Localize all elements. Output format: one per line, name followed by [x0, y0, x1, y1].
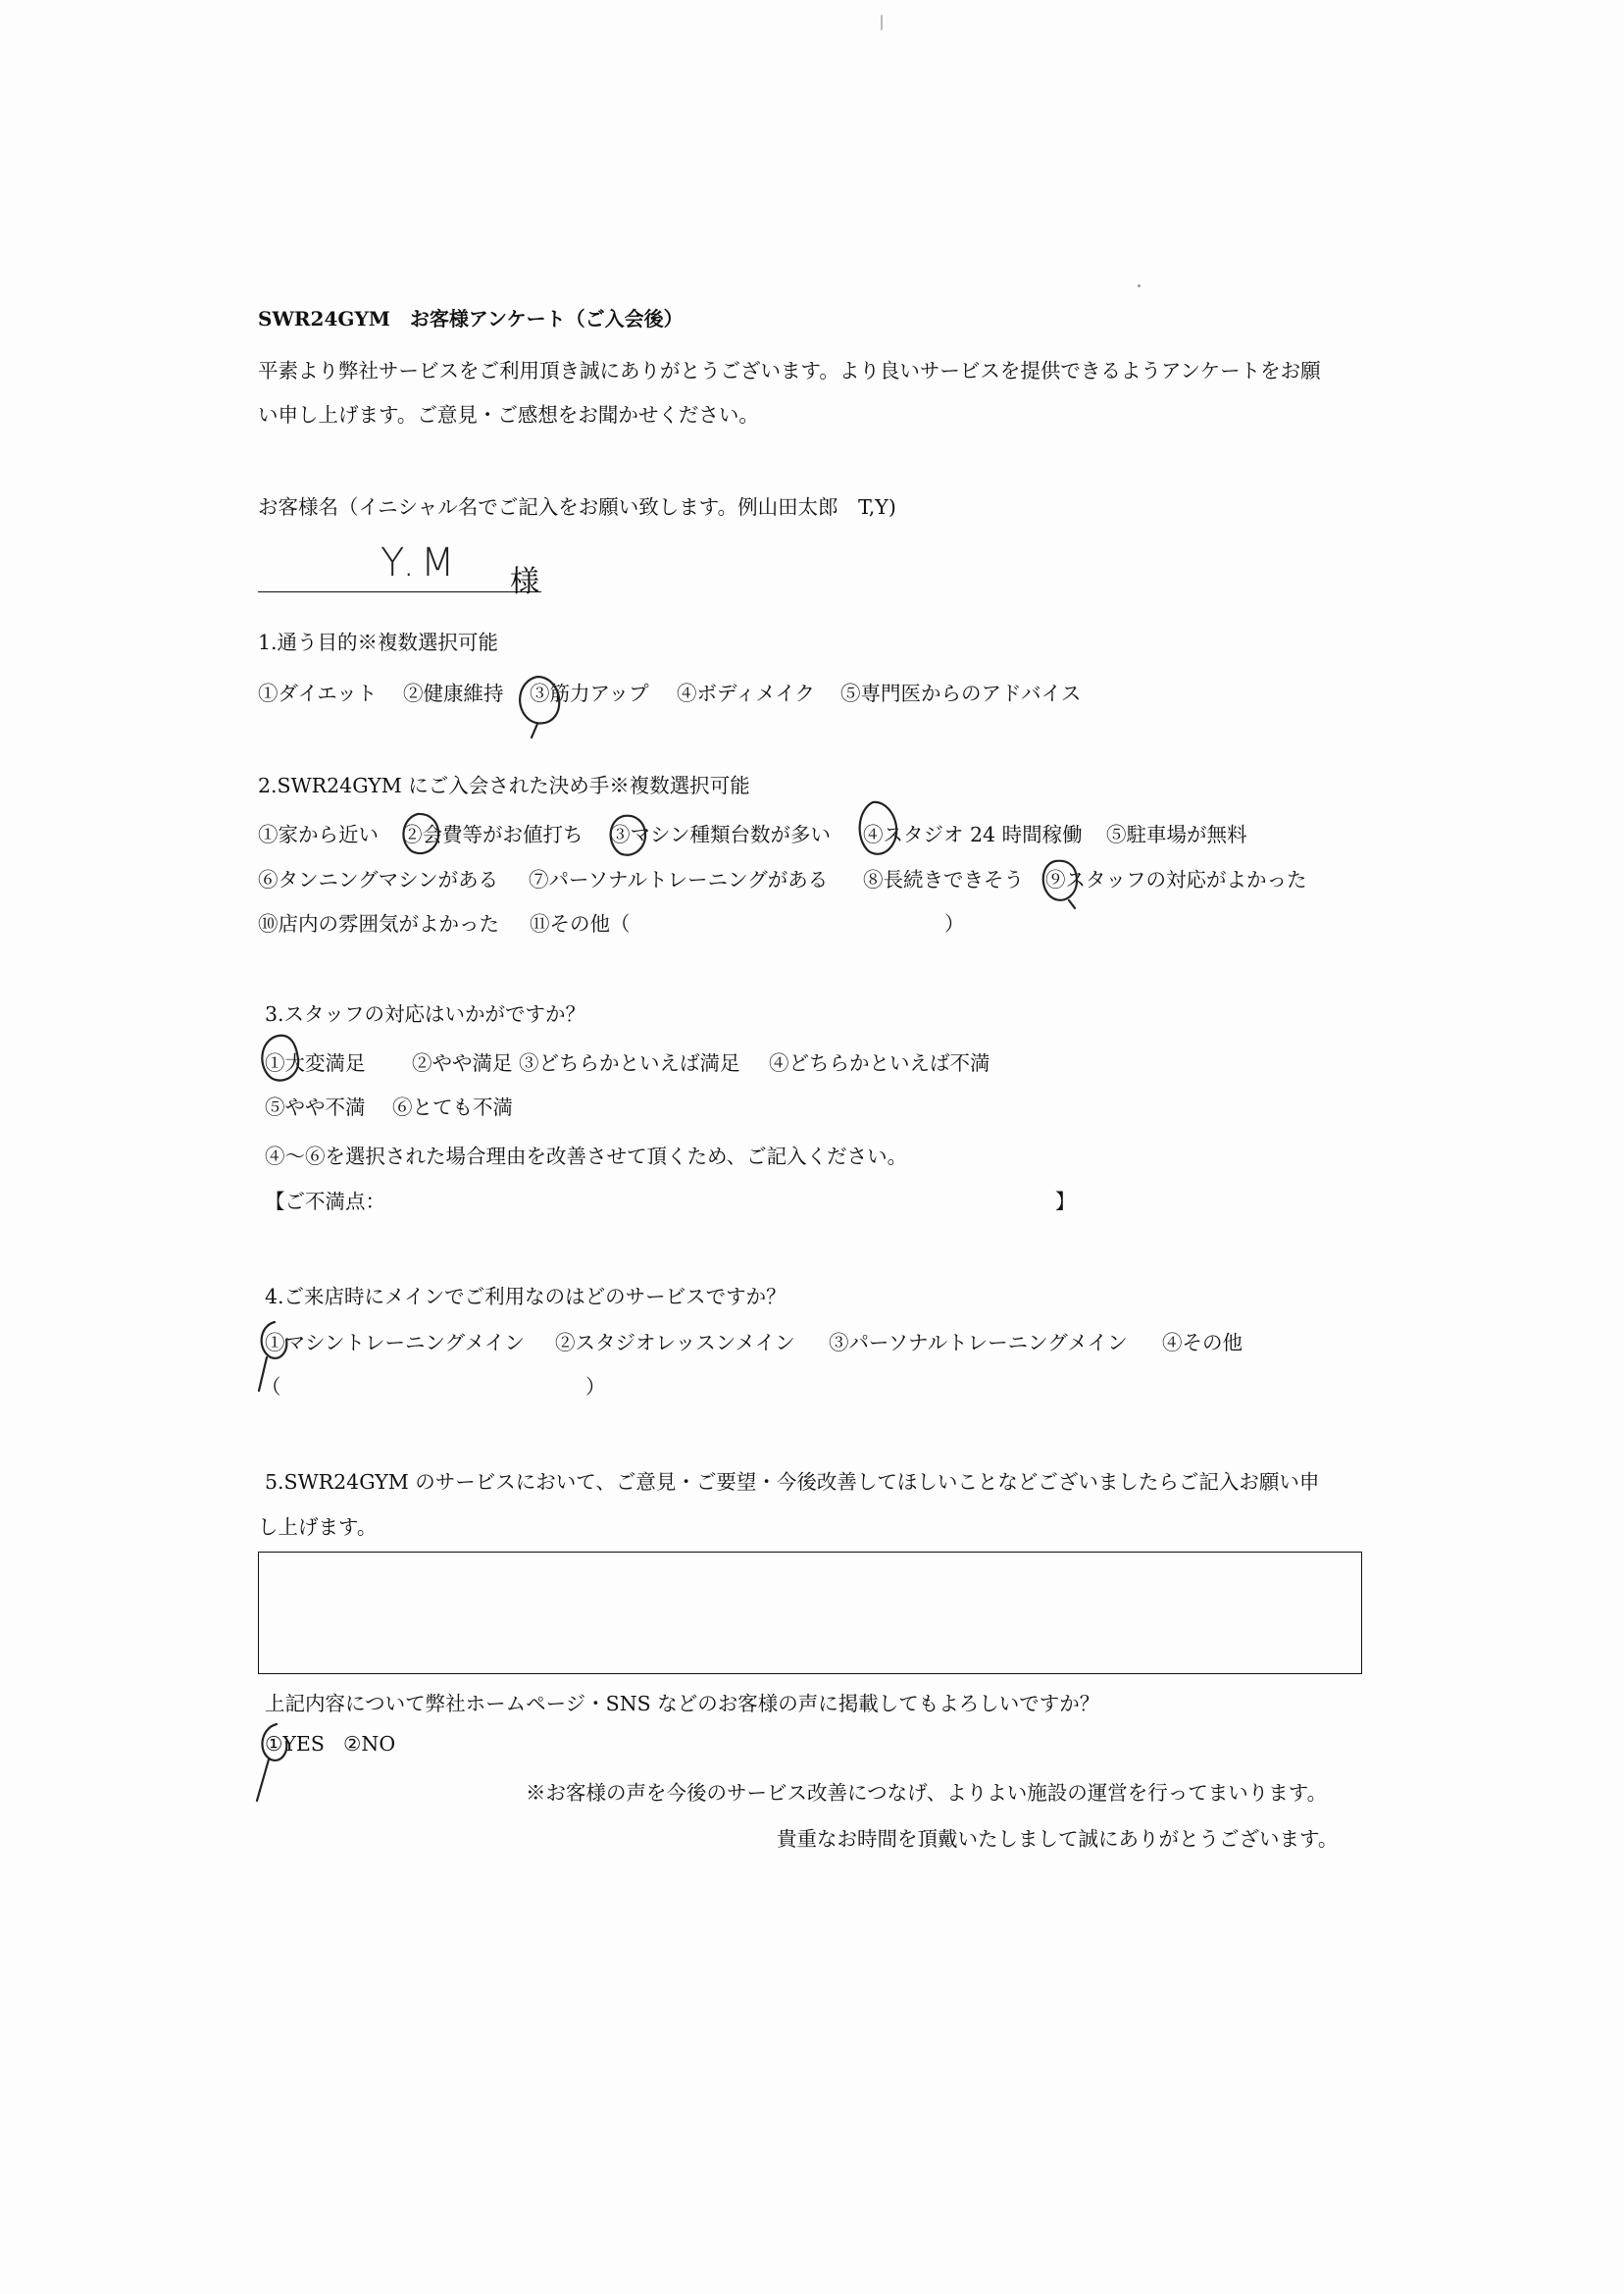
q3-option-4[interactable]: ④どちらかといえば不満 — [769, 1051, 990, 1075]
q2-title: 2.SWR24GYM にご入会された決め手※複数選択可能 — [258, 774, 750, 797]
q4-option-4[interactable]: ④その他 — [1162, 1331, 1243, 1354]
q3-option-2[interactable]: ②やや満足 — [412, 1051, 513, 1075]
q5-title-1: 5.SWR24GYM のサービスにおいて、ご意見・ご要望・今後改善してほしいことなどございましたらご記入お願い申 — [265, 1470, 1320, 1494]
q2-option-3[interactable]: ③マシン種類台数が多い — [610, 823, 831, 846]
q2-option-11-close: ） — [944, 912, 965, 936]
q2-option-8[interactable]: ⑧長続きできそう — [863, 868, 1024, 892]
intro-line-2: い申し上げます。ご意見・ご感想をお聞かせください。 — [258, 403, 759, 427]
q3-option-3[interactable]: ③どちらかといえば満足 — [519, 1051, 740, 1075]
q4-option-3[interactable]: ③パーソナルトレーニングメイン — [829, 1331, 1128, 1354]
customer-name-label: お客様名（イニシャル名でご記入をお願い致します。例山田太郎 T,Y) — [258, 495, 896, 519]
q5-title-2: し上げます。 — [258, 1515, 378, 1539]
q1-option-1[interactable]: ①ダイエット — [258, 682, 378, 705]
q3-complaint-label: 【ご不満点： — [265, 1190, 385, 1213]
intro-line-1: 平素より弊社サービスをご利用頂き誠にありがとうございます。より良いサービスを提供できるようアンケートをお願 — [258, 359, 1321, 382]
q3-note: ④～⑥を選択された場合理由を改善させて頂くため、ご記入ください。 — [265, 1145, 908, 1168]
q2-option-2[interactable]: ②会費等がお値打ち — [402, 823, 584, 846]
q2-option-9[interactable]: ⑨スタッフの対応がよかった — [1045, 868, 1307, 892]
q2-option-1[interactable]: ①家から近い — [258, 823, 379, 846]
q1-option-2[interactable]: ②健康維持 — [403, 682, 504, 705]
publish-option-yes[interactable]: ①YES — [265, 1732, 325, 1756]
q2-option-4[interactable]: ④スタジオ 24 時間稼働 — [863, 823, 1083, 846]
q1-option-4[interactable]: ④ボディメイク — [677, 682, 816, 705]
footer-note-1: ※お客様の声を今後のサービス改善につなげ、よりよい施設の運営を行ってまいります。 — [526, 1781, 1328, 1805]
q2-option-5[interactable]: ⑤駐車場が無料 — [1106, 823, 1247, 846]
q3-option-6[interactable]: ⑥とても不満 — [392, 1096, 513, 1119]
q2-option-10[interactable]: ⑩店内の雰囲気がよかった — [258, 912, 499, 936]
customer-honorific: 様 — [510, 565, 539, 599]
q4-option-2[interactable]: ②スタジオレッスンメイン — [555, 1331, 795, 1354]
q3-title: 3.スタッフの対応はいかがですか？ — [265, 1002, 586, 1026]
customer-name-handwritten[interactable]: Y.M — [381, 540, 461, 586]
publish-question: 上記内容について弊社ホームページ・SNS などのお客様の声に掲載してもよろしいですか？ — [265, 1692, 1100, 1715]
q1-option-5[interactable]: ⑤専門医からのアドバイス — [840, 682, 1082, 705]
scan-speck — [1138, 284, 1141, 287]
q4-other-open: （ — [261, 1375, 281, 1399]
q3-option-5[interactable]: ⑤やや不満 — [265, 1096, 366, 1119]
customer-name-underline — [258, 591, 541, 592]
q2-option-11[interactable]: ⑪その他（ — [530, 912, 631, 936]
publish-option-no[interactable]: ②NO — [343, 1732, 396, 1756]
q4-other-close: ） — [585, 1375, 606, 1399]
q5-comment-box[interactable] — [258, 1552, 1362, 1674]
q2-option-7[interactable]: ⑦パーソナルトレーニングがある — [529, 868, 829, 892]
scan-mark — [881, 15, 883, 30]
q3-option-1[interactable]: ①大変満足 — [265, 1051, 366, 1075]
q1-title: 1.通う目的※複数選択可能 — [258, 631, 499, 654]
q3-complaint-close: 】 — [1055, 1190, 1076, 1213]
q2-option-6[interactable]: ⑥タンニングマシンがある — [258, 868, 499, 892]
q4-title: 4.ご来店時にメインでご利用なのはどのサービスですか？ — [265, 1285, 787, 1308]
q4-option-1[interactable]: ①マシントレーニングメイン — [265, 1331, 525, 1354]
footer-note-2: 貴重なお時間を頂戴いたしまして誠にありがとうございます。 — [777, 1827, 1339, 1851]
q1-option-3[interactable]: ③筋力アップ — [530, 682, 649, 705]
survey-title: SWR24GYM お客様アンケート（ご入会後） — [258, 307, 684, 331]
